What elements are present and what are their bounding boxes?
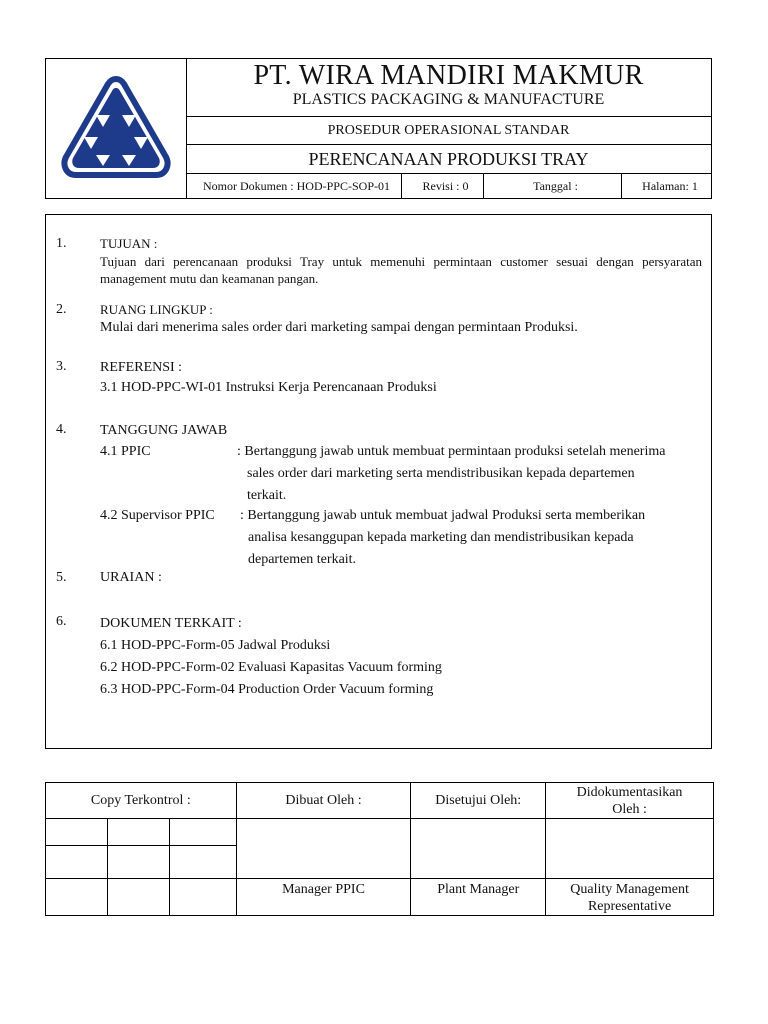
company-name: PT. WIRA MANDIRI MAKMUR [253, 60, 644, 91]
responsibility-line: : Bertanggung jawab untuk membuat jadwal Produksi serta memberikan [240, 508, 646, 523]
section-text: Mulai dari menerima sales order dari marketing sampai dengan permintaan Produksi. [100, 320, 578, 335]
doc-meta-row [186, 174, 711, 198]
responsibility-label: 4.1 PPIC [100, 444, 151, 459]
signature-space-made [236, 819, 411, 879]
page-number: Halaman: 1 [642, 179, 698, 193]
related-document: 6.2 HOD-PPC-Form-02 Evaluasi Kapasitas Vacuum forming [100, 660, 442, 675]
document-number: Nomor Dokumen : HOD-PPC-SOP-01 [186, 174, 402, 198]
section-title: RUANG LINGKUP : [100, 302, 213, 317]
section-text: Tujuan dari perencanaan produksi Tray untuk memenuhi permintaan customer sesuai dengan persyaratan management mutu dan keamanan pangan. [100, 254, 702, 286]
document-header [45, 58, 712, 199]
approved-by-header: Disetujui Oleh: [411, 783, 546, 819]
copy-cell [107, 879, 169, 916]
responsibility-text [237, 441, 697, 507]
date: Tanggal : [484, 174, 622, 198]
responsibility-line: departemen terkait. [248, 552, 357, 567]
responsibility-text [240, 505, 700, 571]
section-title: URAIAN : [100, 570, 162, 585]
company-subtitle: PLASTICS PACKAGING & MANUFACTURE [292, 91, 605, 108]
copy-cell [46, 819, 108, 846]
section-title: REFERENSI : [100, 360, 183, 375]
related-document: 6.1 HOD-PPC-Form-05 Jadwal Produksi [100, 638, 331, 653]
responsibility-line: analisa kesanggupan kepada marketing dan mendistribusikan kepada [248, 530, 634, 545]
section-number: 3. [56, 359, 67, 374]
section-number: 1. [56, 236, 67, 251]
copy-cell [46, 846, 108, 879]
role-made: Manager PPIC [236, 879, 411, 916]
related-document: 6.3 HOD-PPC-Form-04 Production Order Vacuum forming [100, 682, 434, 697]
doc-title-row [186, 145, 711, 174]
section-tanggung-jawab [56, 421, 704, 571]
section-number: 2. [56, 302, 67, 317]
section-title: TANGGUNG JAWAB [100, 423, 228, 438]
document-title: PERENCANAAN PRODUKSI TRAY [308, 149, 589, 169]
copy-cell [107, 846, 169, 879]
documented-by-line: Oleh : [612, 801, 647, 817]
section-title: DOKUMEN TERKAIT : [100, 616, 242, 631]
signature-space-documented [546, 819, 714, 879]
procedure-body [45, 214, 712, 749]
copy-cell [169, 819, 236, 846]
documented-by-header [546, 783, 714, 819]
section-number: 6. [56, 614, 67, 629]
role-approved: Plant Manager [411, 879, 546, 916]
responsibility-line: sales order dari marketing serta mendistribusikan kepada departemen [247, 466, 635, 481]
section-title: TUJUAN : [100, 236, 158, 251]
signature-space-approved [411, 819, 546, 879]
sop-label-row [186, 117, 711, 145]
copy-cell [169, 879, 236, 916]
reference-item: 3.1 HOD-PPC-WI-01 Instruksi Kerja Perencanaan Produksi [100, 380, 437, 395]
copy-cell [169, 846, 236, 879]
copy-controlled-header: Copy Terkontrol : [46, 783, 237, 819]
made-by-header: Dibuat Oleh : [236, 783, 411, 819]
revision: Revisi : 0 [402, 174, 484, 198]
company-logo-icon [60, 75, 172, 183]
responsibility-line: terkait. [247, 488, 287, 503]
sop-label: PROSEDUR OPERASIONAL STANDAR [327, 123, 570, 138]
section-number: 5. [56, 570, 67, 585]
role-documented [546, 879, 714, 916]
documented-by-line: Didokumentasikan [576, 784, 683, 800]
logo-cell [46, 59, 187, 198]
section-number: 4. [56, 422, 67, 437]
signature-table [45, 782, 714, 916]
copy-cell [46, 879, 108, 916]
role-documented-line: Representative [587, 899, 672, 914]
responsibility-line: : Bertanggung jawab untuk membuat permintaan produksi setelah menerima [237, 444, 666, 459]
copy-cell [107, 819, 169, 846]
responsibility-label: 4.2 Supervisor PPIC [100, 508, 215, 523]
role-documented-line: Quality Management [570, 882, 689, 897]
company-block [186, 59, 711, 117]
